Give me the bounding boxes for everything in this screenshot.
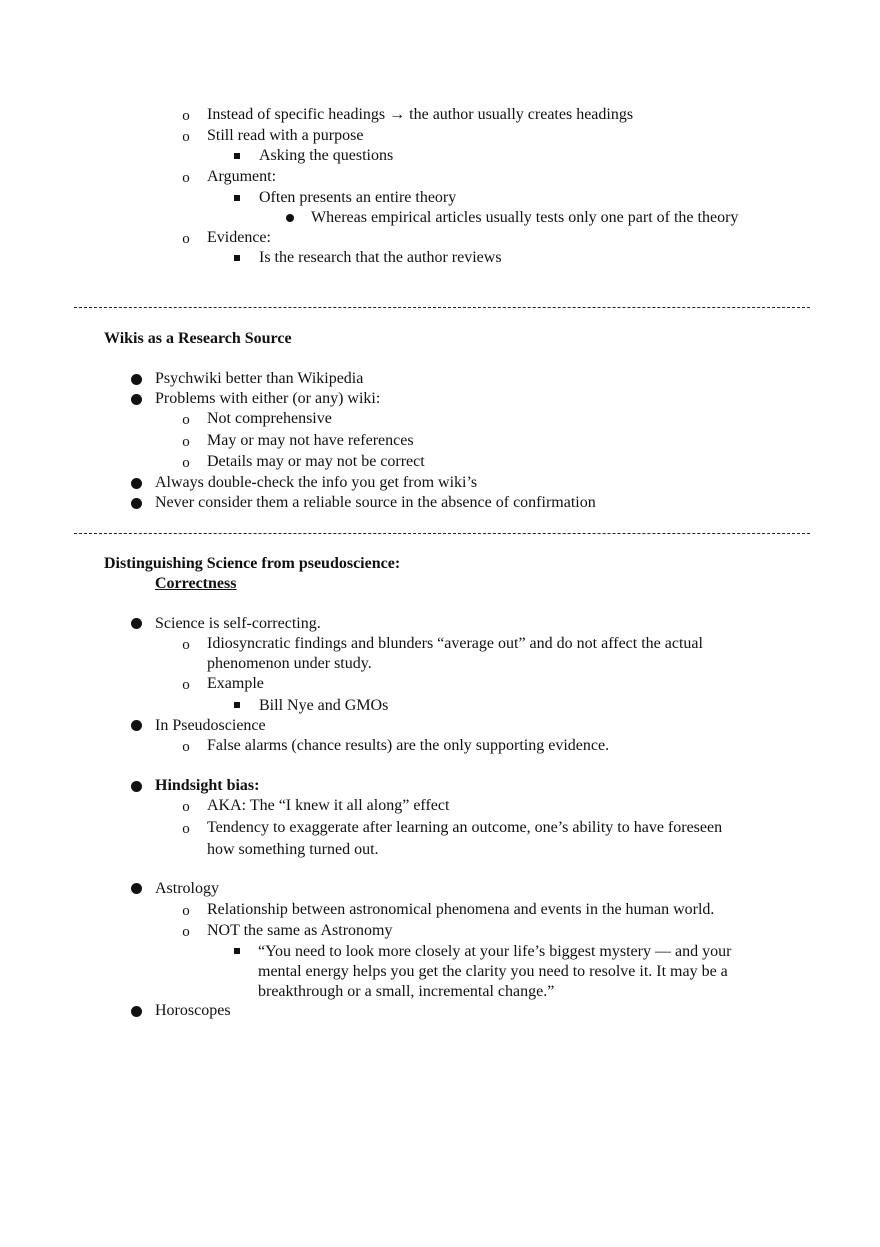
- list-item: Still read with a purpose: [207, 127, 364, 144]
- list-item: Whereas empirical articles usually tests only one part of the theory: [311, 209, 739, 226]
- bullet-icon: [131, 720, 142, 731]
- square-bullet-icon: [234, 255, 240, 261]
- circle-bullet-icon: o: [182, 434, 190, 450]
- list-item: Astrology: [155, 880, 219, 897]
- circle-bullet-icon: o: [182, 170, 190, 186]
- list-item: Not comprehensive: [207, 410, 332, 427]
- list-item-continuation: breakthrough or a small, incremental change.”: [258, 983, 555, 1000]
- list-item-continuation: mental energy helps you get the clarity you need to resolve it. It may be a: [258, 963, 728, 980]
- circle-bullet-icon: o: [182, 637, 190, 653]
- list-item: Science is self-correcting.: [155, 615, 321, 632]
- circle-bullet-icon: o: [182, 108, 190, 124]
- list-item: Hindsight bias:: [155, 777, 260, 794]
- bullet-icon: [131, 478, 142, 489]
- list-item: False alarms (chance results) are the only supporting evidence.: [207, 737, 610, 754]
- section-heading: Wikis as a Research Source: [104, 330, 292, 347]
- dot-bullet-icon: [286, 214, 294, 222]
- circle-bullet-icon: o: [182, 412, 190, 428]
- list-item: Always double-check the info you get from wiki’s: [155, 474, 478, 491]
- list-item: Instead of specific headings → the author usually creates headings: [207, 106, 634, 123]
- list-item-continuation: how something turned out.: [207, 841, 379, 858]
- list-item: AKA: The “I knew it all along” effect: [207, 797, 450, 814]
- list-item: “You need to look more closely at your life’s biggest mystery — and your: [258, 943, 732, 960]
- bullet-icon: [131, 498, 142, 509]
- list-item: In Pseudoscience: [155, 717, 266, 734]
- list-item: Idiosyncratic findings and blunders “average out” and do not affect the actual: [207, 635, 703, 652]
- list-item: Relationship between astronomical phenomena and events in the human world.: [207, 901, 715, 918]
- bullet-icon: [131, 394, 142, 405]
- circle-bullet-icon: o: [182, 129, 190, 145]
- list-item: Is the research that the author reviews: [259, 249, 502, 266]
- circle-bullet-icon: o: [182, 231, 190, 247]
- list-item: Example: [207, 675, 264, 692]
- list-item: Never consider them a reliable source in the absence of confirmation: [155, 494, 596, 511]
- square-bullet-icon: [234, 702, 240, 708]
- list-item: May or may not have references: [207, 432, 414, 449]
- list-item: Bill Nye and GMOs: [259, 697, 389, 714]
- circle-bullet-icon: o: [182, 821, 190, 837]
- list-item: Asking the questions: [259, 147, 394, 164]
- list-item: Tendency to exaggerate after learning an outcome, one’s ability to have foreseen: [207, 819, 723, 836]
- square-bullet-icon: [234, 195, 240, 201]
- list-item: Details may or may not be correct: [207, 453, 425, 470]
- bullet-icon: [131, 618, 142, 629]
- section-divider: [74, 533, 810, 534]
- list-item: Horoscopes: [155, 1002, 231, 1019]
- list-item: Psychwiki better than Wikipedia: [155, 370, 364, 387]
- square-bullet-icon: [234, 153, 240, 159]
- circle-bullet-icon: o: [182, 924, 190, 940]
- subheading: Correctness: [155, 575, 237, 592]
- circle-bullet-icon: o: [182, 739, 190, 755]
- section-heading: Distinguishing Science from pseudoscience:: [104, 555, 401, 572]
- list-item: Argument:: [207, 168, 277, 185]
- section-divider: [74, 307, 810, 308]
- circle-bullet-icon: o: [182, 455, 190, 471]
- list-item: Evidence:: [207, 229, 271, 246]
- list-item: NOT the same as Astronomy: [207, 922, 393, 939]
- square-bullet-icon: [234, 948, 240, 954]
- bullet-icon: [131, 1006, 142, 1017]
- circle-bullet-icon: o: [182, 903, 190, 919]
- bullet-icon: [131, 374, 142, 385]
- bullet-icon: [131, 883, 142, 894]
- list-item-continuation: phenomenon under study.: [207, 655, 372, 672]
- circle-bullet-icon: o: [182, 677, 190, 693]
- arrow-right-icon: →: [389, 106, 406, 123]
- list-item: Problems with either (or any) wiki:: [155, 390, 381, 407]
- circle-bullet-icon: o: [182, 799, 190, 815]
- bullet-icon: [131, 781, 142, 792]
- list-item: Often presents an entire theory: [259, 189, 457, 206]
